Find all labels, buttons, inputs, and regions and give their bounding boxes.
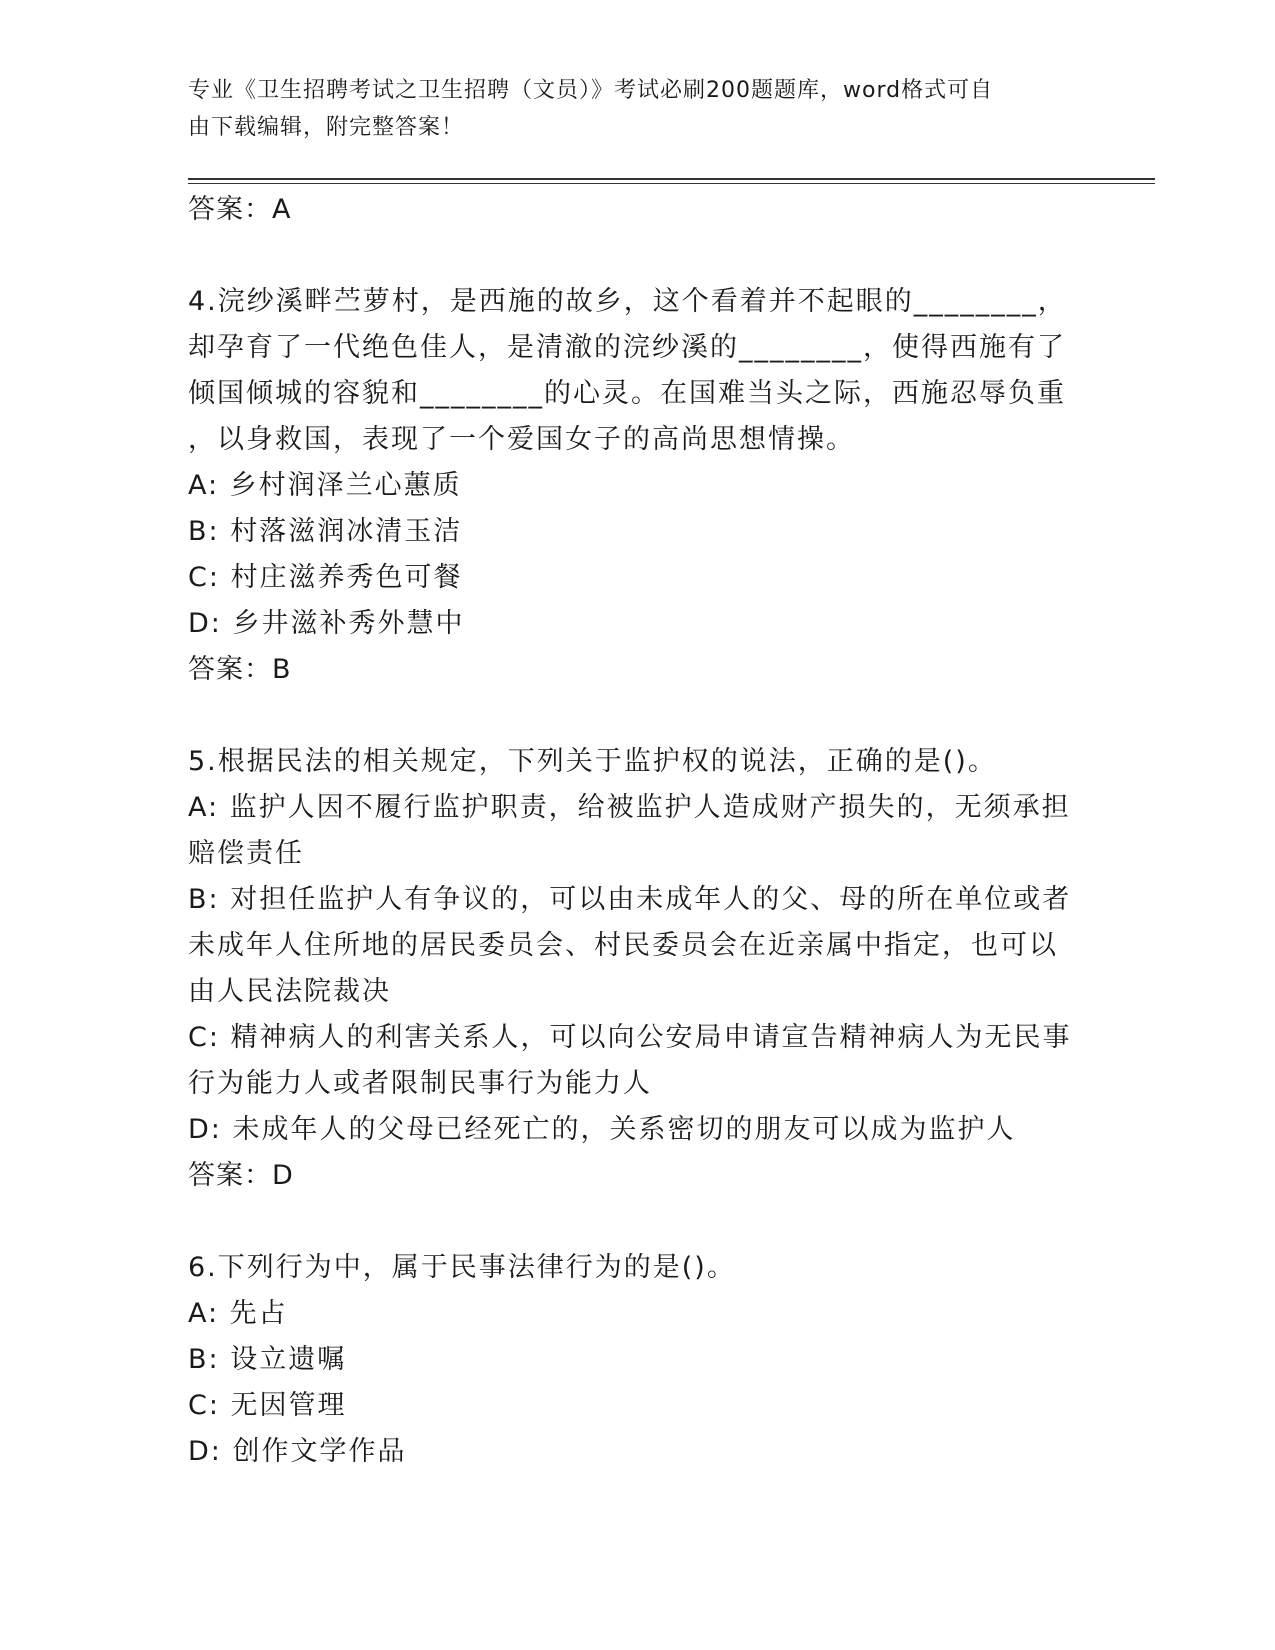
option-b: B: 设立遗嘱 [188,1344,347,1375]
option-a: A: 监护人因不履行监护职责，给被监护人造成财产损失的，无须承担 [188,792,1071,823]
option-a: A: 先占 [188,1298,288,1329]
header-line-2: 由下载编辑，附完整答案！ [188,115,465,140]
previous-answer: 答案：A [188,194,292,225]
spacer [188,233,1088,279]
question-4 [188,279,1088,693]
option-a: A: 乡村润泽兰心蕙质 [188,470,462,501]
option-c: C: 村庄滋养秀色可餐 [188,562,463,593]
question-text-line: 5.根据民法的相关规定，下列关于监护权的说法，正确的是()。 [188,746,997,777]
option-b: B: 村落滋润冰清玉洁 [188,516,463,547]
question-text-line: 6.下列行为中，属于民事法律行为的是()。 [188,1252,736,1283]
option-c: C: 无因管理 [188,1390,347,1421]
option-d: D: 未成年人的父母已经死亡的，关系密切的朋友可以成为监护人 [188,1114,1016,1145]
question-6 [188,1245,1088,1475]
option-d: D: 乡井滋补秀外慧中 [188,608,465,639]
answer: 答案：D [188,1160,294,1191]
option-d: D: 创作文学作品 [188,1436,407,1467]
header-line-1: 专业《卫生招聘考试之卫生招聘（文员）》考试必刷200题题库，word格式可自 [188,78,994,103]
spacer [188,693,1088,739]
option-b-continued: 未成年人住所地的居民委员会、村民委员会在近亲属中指定，也可以 [188,930,1058,961]
question-text-line: ，以身救国，表现了一个爱国女子的高尚思想情操。 [188,424,855,455]
option-c-continued: 行为能力人或者限制民事行为能力人 [188,1068,652,1099]
question-text-line: 倾国倾城的容貌和________的心灵。在国难当头之际，西施忍辱负重 [188,378,1066,409]
header-divider-thick [188,178,1155,180]
question-5 [188,739,1088,1199]
document-header [188,72,1088,146]
question-text-line: 4.浣纱溪畔苎萝村，是西施的故乡，这个看着并不起眼的________， [188,286,1067,317]
option-b-continued: 由人民法院裁决 [188,976,391,1007]
answer: 答案：B [188,654,292,685]
question-text-line: 却孕育了一代绝色佳人，是清澈的浣纱溪的________，使得西施有了 [188,332,1066,363]
option-a-continued: 赔偿责任 [188,838,304,869]
document-body [188,187,1088,1475]
header-divider-thin [188,183,1155,184]
spacer [188,1199,1088,1245]
option-c: C: 精神病人的利害关系人，可以向公安局申请宣告精神病人为无民事 [188,1022,1072,1053]
option-b: B: 对担任监护人有争议的，可以由未成年人的父、母的所在单位或者 [188,884,1072,915]
